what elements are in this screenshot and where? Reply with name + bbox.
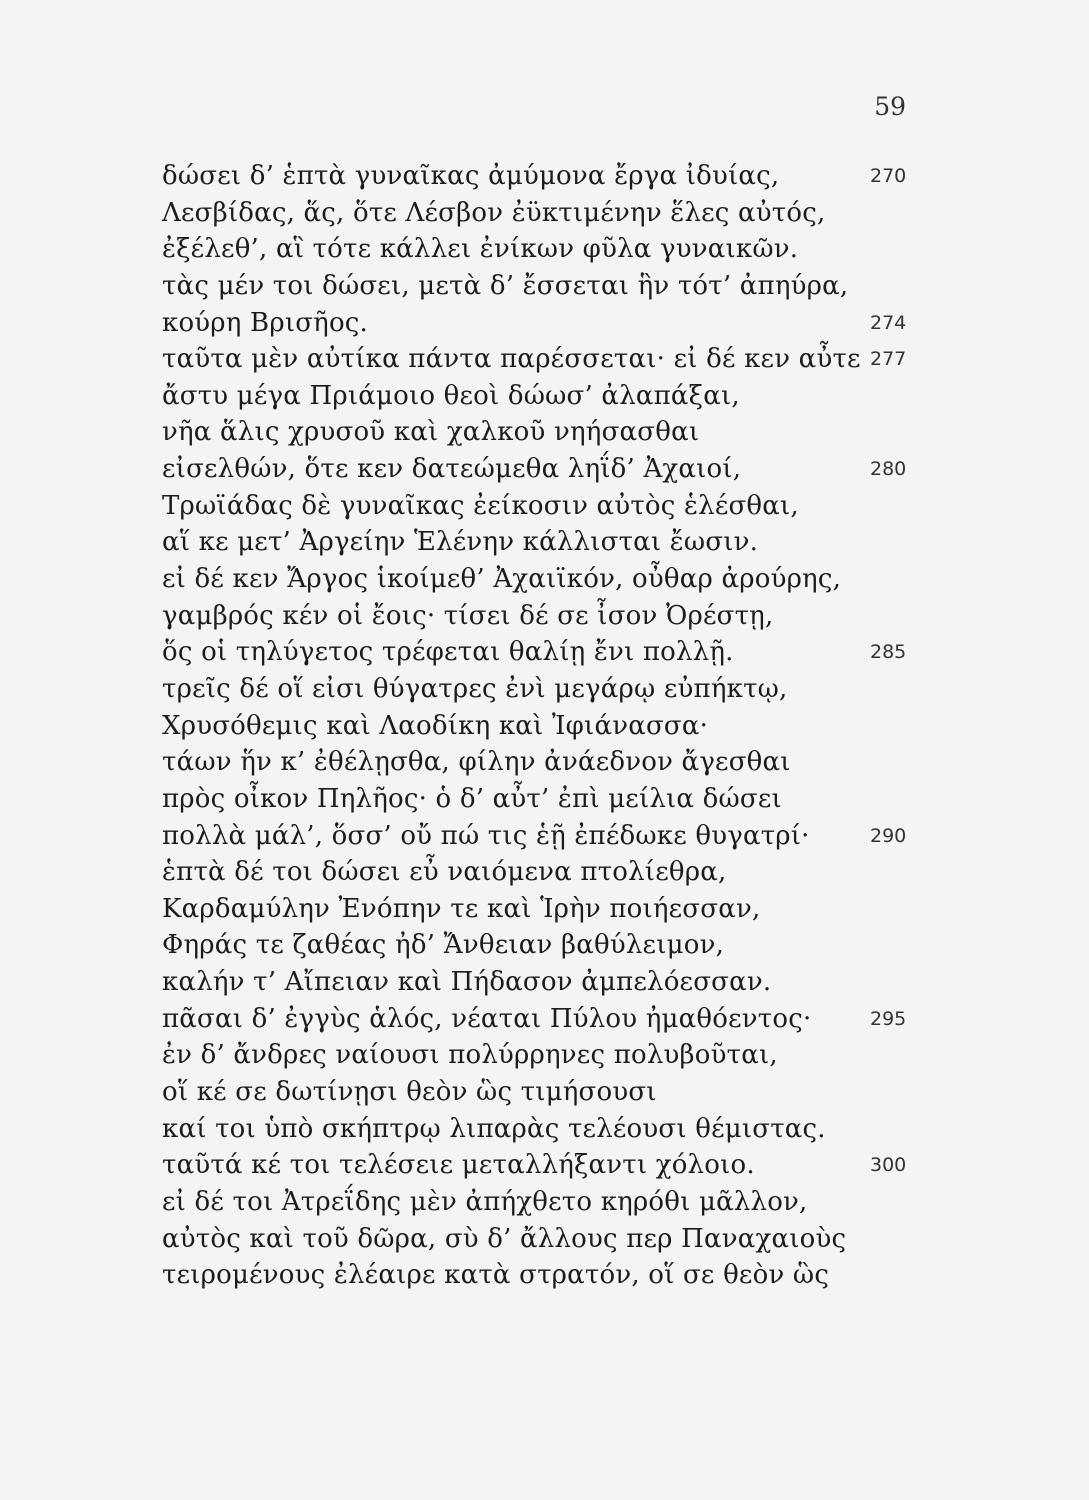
verse-line <box>162 451 922 488</box>
verse-text: πᾶσαι δ’ ἐγγὺς ἁλός, νέαται Πύλου ἠμαθόεντος· <box>162 1003 812 1034</box>
verse-text: ταῦτα μὲν αὐτίκα πάντα παρέσσεται· εἰ δέ κεν αὖτε <box>162 344 861 375</box>
verse-line <box>162 854 922 891</box>
line-number: 295 <box>870 1007 907 1030</box>
verse-line <box>162 231 922 268</box>
verse-line <box>162 671 922 708</box>
verse-text: αὐτὸς καὶ τοῦ δῶρα, σὺ δ’ ἄλλους περ Παναχαιοὺς <box>162 1223 847 1254</box>
verse-line <box>162 158 922 195</box>
verse-text: ἄστυ μέγα Πριάμοιο θεοὶ δώωσ’ ἀλαπάξαι, <box>162 380 740 411</box>
verse-block <box>162 158 922 1294</box>
verse-text: καί τοι ὑπὸ σκήπτρῳ λιπαρὰς τελέουσι θέμιστας. <box>162 1113 826 1144</box>
verse-text: Καρδαμύλην Ἐνόπην τε καὶ Ἱρὴν ποιήεσσαν, <box>162 893 761 924</box>
verse-text: εἰ δέ κεν Ἄργος ἱκοίμεθ’ Ἀχαιϊκόν, οὖθαρ ἀρούρης, <box>162 564 842 595</box>
line-number: 274 <box>870 311 907 334</box>
verse-text: Λεσβίδας, ἅς, ὅτε Λέσβον ἐϋκτιμένην ἕλες αὐτός, <box>162 197 826 228</box>
verse-line <box>162 1147 922 1184</box>
page-number: 59 <box>874 92 906 121</box>
verse-line <box>162 1037 922 1074</box>
line-number: 270 <box>870 165 907 187</box>
verse-text: Τρωϊάδας δὲ γυναῖκας ἐείκοσιν αὐτὸς ἑλέσθαι, <box>162 490 799 521</box>
verse-text: γαμβρός κέν οἱ ἔοις· τίσει δέ σε ἶσον Ὀρέστῃ, <box>162 600 774 631</box>
verse-line <box>162 524 922 561</box>
verse-line <box>162 414 922 451</box>
line-number: 285 <box>870 641 907 664</box>
verse-text: ἐξέλεθ’, αἳ τότε κάλλει ἐνίκων φῦλα γυναικῶν. <box>162 234 799 265</box>
verse-text: καλήν τ’ Αἴπειαν καὶ Πήδασον ἀμπελόεσσαν. <box>162 967 772 998</box>
verse-text: τάων ἥν κ’ ἐθέλῃσθα, φίλην ἀνάεδνον ἄγεσθαι <box>162 747 791 778</box>
verse-line <box>162 488 922 525</box>
verse-text: οἵ κέ σε δωτίνῃσι θεὸν ὣς τιμήσουσι <box>162 1077 657 1108</box>
verse-text: εἰσελθών, ὅτε κεν δατεώμεθα ληΐδ’ Ἀχαιοί, <box>162 454 742 485</box>
verse-line <box>162 598 922 635</box>
verse-line <box>162 305 922 342</box>
verse-text: Χρυσόθεμις καὶ Λαοδίκη καὶ Ἰφιάνασσα· <box>162 710 709 741</box>
verse-line <box>162 1221 922 1258</box>
verse-text: ἑπτὰ δέ τοι δώσει εὖ ναιόμενα πτολίεθρα, <box>162 857 727 888</box>
verse-line <box>162 378 922 415</box>
verse-line <box>162 634 922 671</box>
verse-text: νῆα ἅλις χρυσοῦ καὶ χαλκοῦ νηήσασθαι <box>162 417 700 448</box>
verse-text: τειρομένους ἐλέαιρε κατὰ στρατόν, οἵ σε θεὸν ὣς <box>162 1260 830 1291</box>
verse-line <box>162 708 922 745</box>
verse-text: ταῦτά κέ τοι τελέσειε μεταλλήξαντι χόλοιο. <box>162 1150 755 1181</box>
verse-line <box>162 268 922 305</box>
line-number: 277 <box>870 348 907 371</box>
verse-text: κούρη Βρισῆος. <box>162 307 369 338</box>
verse-line <box>162 1001 922 1038</box>
verse-text: πρὸς οἶκον Πηλῆος· ὁ δ’ αὖτ’ ἐπὶ μείλια δώσει <box>162 783 782 814</box>
verse-line <box>162 891 922 928</box>
verse-line <box>162 964 922 1001</box>
verse-text: πολλὰ μάλ’, ὅσσ’ οὔ πώ τις ἑῇ ἐπέδωκε θυγατρί· <box>162 820 810 851</box>
verse-text: τρεῖς δέ οἵ εἰσι θύγατρες ἐνὶ μεγάρῳ εὐπήκτῳ, <box>162 673 788 704</box>
verse-line <box>162 927 922 964</box>
verse-line <box>162 195 922 232</box>
line-number: 290 <box>870 824 907 847</box>
verse-text: Φηράς τε ζαθέας ἠδ’ Ἄνθειαν βαθύλειμον, <box>162 930 725 961</box>
verse-line <box>162 818 922 855</box>
verse-line <box>162 561 922 598</box>
verse-text: ἐν δ’ ἄνδρες ναίουσι πολύρρηνες πολυβοῦται, <box>162 1040 778 1071</box>
verse-line <box>162 1257 922 1294</box>
verse-text: τὰς μέν τοι δώσει, μετὰ δ’ ἔσσεται ἣν τότ’ ἀπηύρα, <box>162 270 849 301</box>
verse-text: αἵ κε μετ’ Ἀργείην Ἑλένην κάλλισται ἔωσιν. <box>162 527 759 558</box>
verse-line <box>162 744 922 781</box>
line-number: 280 <box>870 458 907 481</box>
verse-text: ὅς οἱ τηλύγετος τρέφεται θαλίῃ ἔνι πολλῇ. <box>162 637 734 668</box>
verse-text: εἰ δέ τοι Ἀτρεΐδης μὲν ἀπήχθετο κηρόθι μᾶλλον, <box>162 1186 808 1217</box>
verse-line <box>162 1074 922 1111</box>
verse-line <box>162 341 922 378</box>
line-number: 300 <box>870 1154 907 1177</box>
verse-line <box>162 1111 922 1148</box>
verse-text: δώσει δ’ ἑπτὰ γυναῖκας ἀμύμονα ἔργα ἰδυίας, <box>162 161 780 191</box>
verse-line <box>162 1184 922 1221</box>
verse-line <box>162 781 922 818</box>
